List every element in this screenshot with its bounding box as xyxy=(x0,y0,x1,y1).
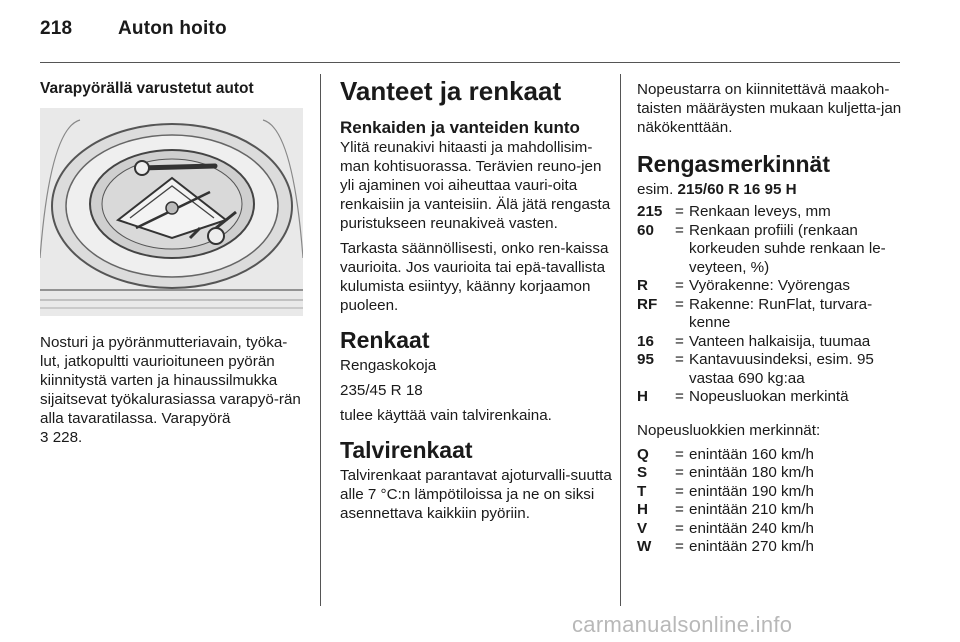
speed-class-key: T xyxy=(637,482,647,500)
marking-example xyxy=(637,180,905,199)
speed-class-text: enintään 160 km/h xyxy=(689,445,814,463)
speed-class-key: H xyxy=(637,501,648,518)
tyre-markings-heading: Rengasmerkinnät xyxy=(637,151,831,177)
winter-only-note: tulee käyttää vain talvirenkaina. xyxy=(340,407,552,424)
marking-eq: = xyxy=(675,351,684,368)
marking-key: 95 xyxy=(637,351,654,368)
example-code: 215/60 R 16 95 H xyxy=(677,181,797,198)
column-separator-right xyxy=(620,74,621,606)
marking-text: Nopeusluokan merkintä xyxy=(689,388,849,405)
watermark: carmanualsonline.info xyxy=(572,612,793,637)
marking-text: Rakenne: RunFlat, turvara-kenne xyxy=(689,295,873,331)
tyres-heading: Renkaat xyxy=(340,327,430,353)
speed-classes-table xyxy=(637,446,905,557)
marking-eq: = xyxy=(675,203,684,220)
spare-wheel-tool-illustration xyxy=(40,108,303,316)
curb-advice-paragraph: Ylitä reunakivi hitaasti ja mahdollisim-man kohtisuorassa. Terävien reuno-jen yli ajaminen voi aiheuttaa vauri-oita renkaisiin ja vanteisiin. Älä jätä rengasta puristukseen reunakiveä vasten. xyxy=(340,139,611,232)
speed-class-text: enintään 210 km/h xyxy=(689,501,814,518)
marking-text: Renkaan profiili (renkaan korkeuden suhde renkaan le-veyteen, %) xyxy=(689,221,886,276)
speed-class-key: S xyxy=(637,464,648,481)
marking-text: Kantavuusindeksi, esim. 95 vastaa 690 kg:aa xyxy=(689,351,874,387)
marking-eq: = xyxy=(675,388,684,405)
subheading-condition: Renkaiden ja vanteiden kunto xyxy=(340,118,580,137)
marking-eq: = xyxy=(675,295,684,313)
speed-class-text: enintään 180 km/h xyxy=(689,464,814,481)
winter-tyres-text: Talvirenkaat parantavat ajoturvalli-suutta alle 7 °C:n lämpötiloissa ja ne on siksi asennettava kaikkiin pyöriin. xyxy=(340,467,612,522)
column-separator-left xyxy=(320,74,321,606)
marking-key: R xyxy=(637,277,648,294)
page-ref-arrow-icon: 3 xyxy=(40,429,49,446)
marking-text: Renkaan leveys, mm xyxy=(689,203,831,220)
winter-tyres-heading: Talvirenkaat xyxy=(340,437,473,463)
speed-class-text: enintään 240 km/h xyxy=(689,519,814,537)
right-column xyxy=(637,80,905,557)
speed-class-eq: = xyxy=(675,538,684,555)
marking-eq: = xyxy=(675,332,684,350)
left-column-heading: Varapyörällä varustetut autot xyxy=(40,80,254,97)
speed-classes-intro: Nopeusluokkien merkinnät: xyxy=(637,421,821,439)
marking-eq: = xyxy=(675,221,684,239)
tyre-size-value: 235/45 R 18 xyxy=(340,382,423,399)
page-number: 218 xyxy=(40,18,73,39)
marking-text: Vanteen halkaisija, tuumaa xyxy=(689,332,871,350)
marking-key: RF xyxy=(637,295,658,313)
tool-location-caption xyxy=(40,333,306,447)
header-rule xyxy=(40,62,900,63)
marking-key: H xyxy=(637,388,648,405)
marking-key: 16 xyxy=(637,332,654,350)
page-header xyxy=(40,18,227,40)
speed-class-eq: = xyxy=(675,519,684,537)
inspection-paragraph: Tarkasta säännöllisesti, onko ren-kaissa vaurioita. Jos vaurioita tai epä-tavallista kulumista esiintyy, käänny korjaamon puoleen. xyxy=(340,240,609,314)
section-title: Auton hoito xyxy=(118,18,227,39)
speed-class-key: Q xyxy=(637,445,649,463)
speed-class-eq: = xyxy=(675,482,684,500)
middle-column xyxy=(340,76,612,529)
spare-wheel-drawing xyxy=(40,108,303,316)
speed-class-text: enintään 190 km/h xyxy=(689,482,814,500)
speed-class-key: W xyxy=(637,538,652,555)
speed-label-intro: Nopeustarra on kiinnitettävä maakoh-taisten määräysten mukaan kuljetta-jan näkökenttään. xyxy=(637,81,902,136)
marking-eq: = xyxy=(675,277,684,294)
tyre-sizes-label: Rengaskokoja xyxy=(340,357,437,374)
marking-text: Vyörakenne: Vyörengas xyxy=(689,277,850,294)
chapter-title: Vanteet ja renkaat xyxy=(340,76,562,106)
left-column-body xyxy=(40,333,306,447)
speed-class-key: V xyxy=(637,519,648,537)
caption-text: Nosturi ja pyöränmutteriavain, työka-lut, jatkopultti vaurioituneen pyörän kiinnitystä varten ja hinaussilmukka sijaitsevat työkalurasiassa varapyö-rän alla tavaratilassa. Varapyörä xyxy=(40,334,301,427)
speed-class-eq: = xyxy=(675,464,684,481)
example-prefix: esim. xyxy=(637,181,674,198)
marking-key: 215 xyxy=(637,203,663,220)
marking-key: 60 xyxy=(637,221,654,239)
speed-class-eq: = xyxy=(675,445,684,463)
page-reference[interactable]: 228. xyxy=(52,429,83,446)
markings-table xyxy=(637,203,905,407)
speed-class-eq: = xyxy=(675,501,684,518)
speed-class-text: enintään 270 km/h xyxy=(689,538,814,555)
